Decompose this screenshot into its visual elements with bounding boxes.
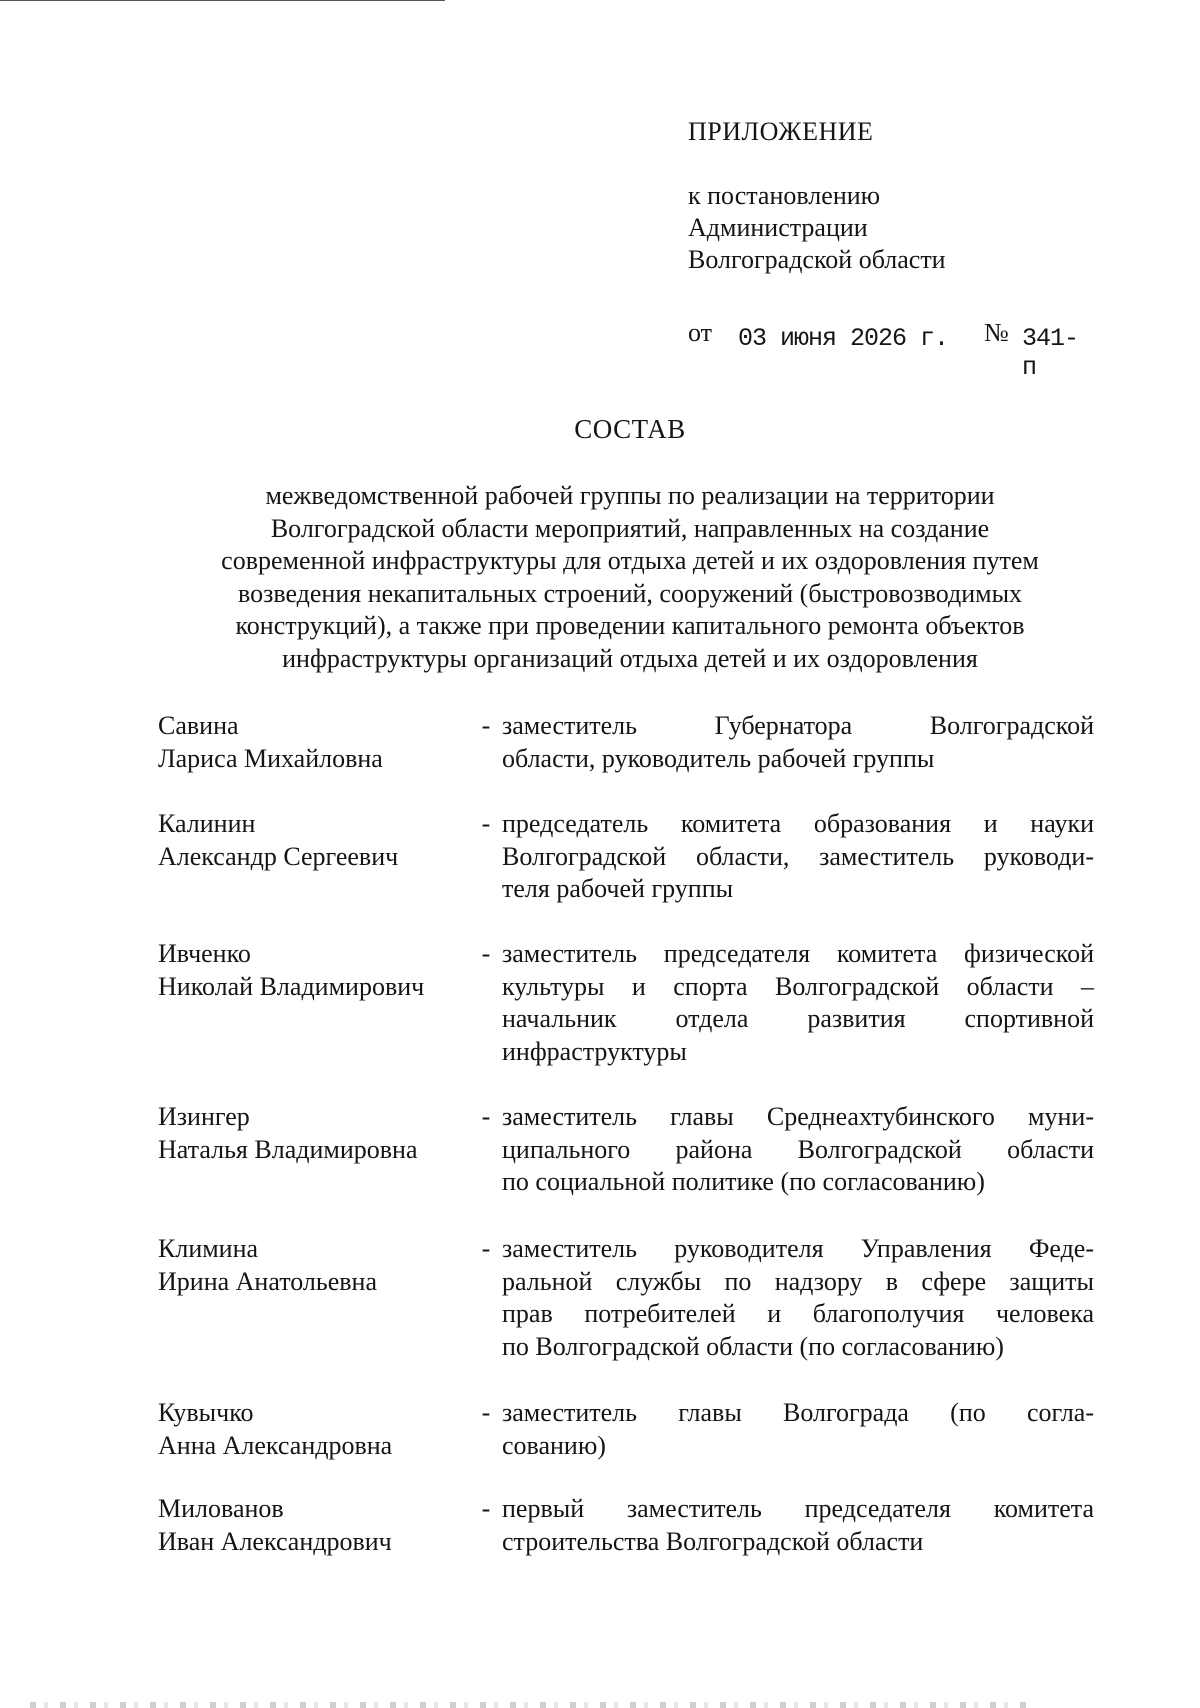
role-line: по социальной политике (по согласованию) [502, 1167, 985, 1196]
role-line: заместитель главы Волгограда (по согла- [502, 1398, 1094, 1427]
member-surname: Климина [158, 1234, 259, 1263]
member-entry [158, 1233, 1094, 1397]
decree-date: 03 июня 2026 г. [738, 324, 949, 353]
role-line: по Волгоградской области (по согласованию) [502, 1331, 1004, 1361]
decree-number: 341-п [1022, 324, 1079, 382]
member-name [158, 1101, 468, 1166]
member-role [502, 1101, 1094, 1199]
appendix-to-line-1: к постановлению [688, 181, 881, 210]
member-given-names: Ирина Анатольевна [158, 1266, 377, 1296]
member-role [502, 808, 1094, 906]
appendix-to-line-2: Администрации [688, 213, 868, 242]
member-surname: Милованов [158, 1494, 284, 1523]
decree-reference [688, 318, 1088, 382]
subtitle-line: современной инфраструктуры для отдыха детей и их оздоровления путем [221, 546, 1039, 575]
member-surname: Изингер [158, 1102, 250, 1131]
role-line: культуры и спорта Волгоградской области – [502, 971, 1094, 1001]
member-name [158, 808, 468, 873]
member-name [158, 1233, 468, 1298]
document-subtitle [170, 480, 1090, 675]
role-line: прав потребителей и благополучия человека [502, 1299, 1094, 1328]
subtitle-line: возведения некапитальных строений, сооружений (быстровозводимых [237, 578, 1023, 608]
appendix-block [688, 116, 946, 276]
role-line: ципального района Волгоградской области [502, 1134, 1094, 1164]
member-dash: - [481, 1102, 491, 1131]
member-surname: Калинин [158, 809, 256, 838]
role-line: инфраструктуры [502, 1036, 687, 1066]
member-name [158, 710, 468, 775]
member-given-names: Николай Владимирович [158, 971, 425, 1001]
decree-from-label: от [688, 318, 713, 347]
scan-artifact [30, 1702, 1030, 1708]
subtitle-line: конструкций), а также при проведении капитального ремонта объектов [235, 611, 1025, 640]
subtitle-line: Волгоградской области мероприятий, направленных на создание [270, 513, 990, 543]
role-line: области, руководитель рабочей группы [502, 743, 935, 773]
role-line: заместитель руководителя Управления Феде- [502, 1234, 1094, 1263]
role-line: Волгоградской области, заместитель руководи- [502, 841, 1094, 871]
member-given-names: Лариса Михайловна [158, 743, 383, 773]
member-dash: - [481, 1494, 491, 1523]
decree-number-sign: № [984, 318, 1009, 347]
member-list [158, 710, 1094, 1563]
role-line: теля рабочей группы [502, 874, 734, 903]
member-entry [158, 808, 1094, 938]
member-surname: Ивченко [158, 939, 251, 968]
member-dash: - [481, 939, 491, 968]
member-role [502, 1493, 1094, 1558]
member-entry [158, 1397, 1094, 1493]
member-entry [158, 1493, 1094, 1563]
role-line: ральной службы по надзору в сфере защиты [502, 1266, 1094, 1296]
role-line: заместитель Губернатора Волгоградской [502, 711, 1094, 740]
appendix-title: ПРИЛОЖЕНИЕ [688, 117, 874, 146]
subtitle-line: инфраструктуры организаций отдыха детей и их оздоровления [282, 643, 978, 673]
subtitle-line: межведомственной рабочей группы по реализации на территории [265, 481, 995, 510]
member-given-names: Александр Сергеевич [158, 841, 399, 871]
document-title: СОСТАВ [574, 414, 686, 444]
role-line: первый заместитель председателя комитета [502, 1494, 1094, 1523]
member-role [502, 710, 1094, 775]
role-line: начальник отдела развития спортивной [502, 1004, 1094, 1033]
member-name [158, 938, 468, 1003]
appendix-to-line-3: Волгоградской области [688, 245, 946, 274]
member-entry [158, 710, 1094, 808]
role-line: председатель комитета образования и науки [502, 809, 1094, 838]
member-dash: - [481, 711, 491, 740]
role-line: заместитель главы Среднеахтубинского муни- [502, 1102, 1094, 1131]
member-dash: - [481, 1234, 491, 1263]
role-line: заместитель председателя комитета физической [502, 939, 1094, 968]
role-line: строительства Волгоградской области [502, 1526, 924, 1556]
member-dash: - [481, 809, 491, 838]
member-name [158, 1397, 468, 1462]
member-entry [158, 1101, 1094, 1233]
member-entry [158, 938, 1094, 1101]
member-role [502, 1233, 1094, 1363]
member-role [502, 938, 1094, 1068]
member-given-names: Наталья Владимировна [158, 1134, 418, 1164]
member-name [158, 1493, 468, 1558]
member-given-names: Анна Александровна [158, 1430, 393, 1460]
role-line: сованию) [502, 1430, 606, 1460]
member-role [502, 1397, 1094, 1462]
member-surname: Савина [158, 711, 239, 740]
page-top-edge [0, 0, 445, 2]
member-given-names: Иван Александрович [158, 1526, 392, 1556]
member-surname: Кувычко [158, 1398, 254, 1427]
member-dash: - [481, 1398, 491, 1427]
